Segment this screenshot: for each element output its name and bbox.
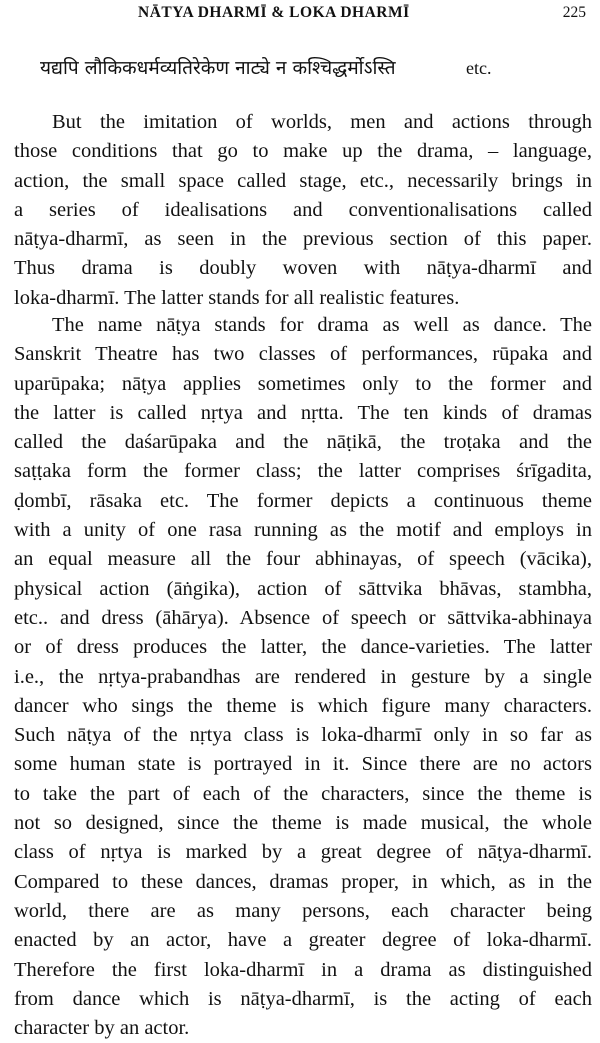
paragraph-1 bbox=[14, 108, 592, 313]
sanskrit-quote bbox=[40, 54, 580, 84]
text-line: Thus drama is doubly woven with nāṭya-dharmī and bbox=[14, 257, 592, 280]
text-line: class of nṛtya is marked by a great degree of nāṭya-dharmī. bbox=[14, 841, 592, 864]
text-line: the latter is called nṛtya and nṛtta. The ten kinds of dramas bbox=[14, 401, 592, 424]
text-line: an equal measure all the four abhinayas, of speech (vācika), bbox=[14, 548, 592, 571]
text-line: ḍombī, rāsaka etc. The former depicts a continuous theme bbox=[14, 489, 592, 512]
text-line: not so designed, since the theme is made musical, the whole bbox=[14, 812, 592, 835]
page-number: 225 bbox=[562, 4, 586, 21]
text-line: some human state is portrayed in it. Since there are no actors bbox=[14, 753, 592, 776]
text-line: or of dress produces the latter, the dance-varieties. The latter bbox=[14, 636, 592, 659]
text-line: physical action (āṅgika), action of sāttvika bhāvas, stambha, bbox=[14, 577, 592, 600]
text-line: action, the small space called stage, etc., necessarily brings in bbox=[14, 169, 592, 192]
text-line: a series of idealisations and conventionalisations called bbox=[14, 198, 592, 221]
text-line: dancer who sings the theme is which figure many characters. bbox=[14, 694, 592, 717]
text-line: character by an actor. bbox=[14, 1017, 190, 1040]
text-line: i.e., the nṛtya-prabandhas are rendered in gesture by a single bbox=[14, 665, 592, 688]
text-line: from dance which is nāṭya-dharmī, is the acting of each bbox=[14, 987, 592, 1010]
text-line: called the daśarūpaka and the nāṭikā, the troṭaka and the bbox=[14, 431, 592, 454]
text-line: Such nāṭya of the nṛtya class is loka-dharmī only in so far as bbox=[14, 724, 592, 747]
text-line: world, there are as many persons, each character being bbox=[14, 899, 592, 922]
text-line: etc.. and dress (āhārya). Absence of speech or sāttvika-abhinaya bbox=[14, 606, 592, 629]
text-line: But the imitation of worlds, men and actions through bbox=[52, 111, 592, 133]
text-line: nāṭya-dharmī, as seen in the previous section of this paper. bbox=[14, 228, 592, 251]
paragraph-2 bbox=[14, 311, 592, 1043]
text-line: enacted by an actor, have a greater degree of loka-dharmī. bbox=[14, 929, 592, 952]
text-line: with a unity of one rasa running as the motif and employs in bbox=[14, 519, 592, 542]
running-title: NĀTYA DHARMĪ & LOKA DHARMĪ bbox=[138, 4, 410, 21]
text-line: uparūpaka; nāṭya applies sometimes only to the former and bbox=[14, 372, 592, 395]
text-line: Sanskrit Theatre has two classes of performances, rūpaka and bbox=[14, 343, 592, 366]
text-line: Compared to these dances, dramas proper, in which, as in the bbox=[14, 870, 592, 893]
quote-etc: etc. bbox=[466, 58, 492, 78]
text-line: The name nāṭya stands for drama as well as dance. The bbox=[52, 314, 592, 336]
text-line: Therefore the first loka-dharmī in a drama as distinguished bbox=[14, 958, 592, 981]
text-line: those conditions that go to make up the drama, – language, bbox=[14, 140, 592, 163]
text-line: to take the part of each of the characters, since the theme is bbox=[14, 782, 592, 805]
sanskrit-verse: यद्यपि लौकिकधर्मव्यतिरेकेण नाट्ये न कश्चिद्धर्मोऽस्ति bbox=[40, 57, 396, 79]
text-line: loka-dharmī. The latter stands for all realistic features. bbox=[14, 286, 460, 309]
text-line: saṭṭaka form the former class; the latter comprises śrīgadita, bbox=[14, 460, 592, 483]
running-head bbox=[0, 4, 600, 26]
